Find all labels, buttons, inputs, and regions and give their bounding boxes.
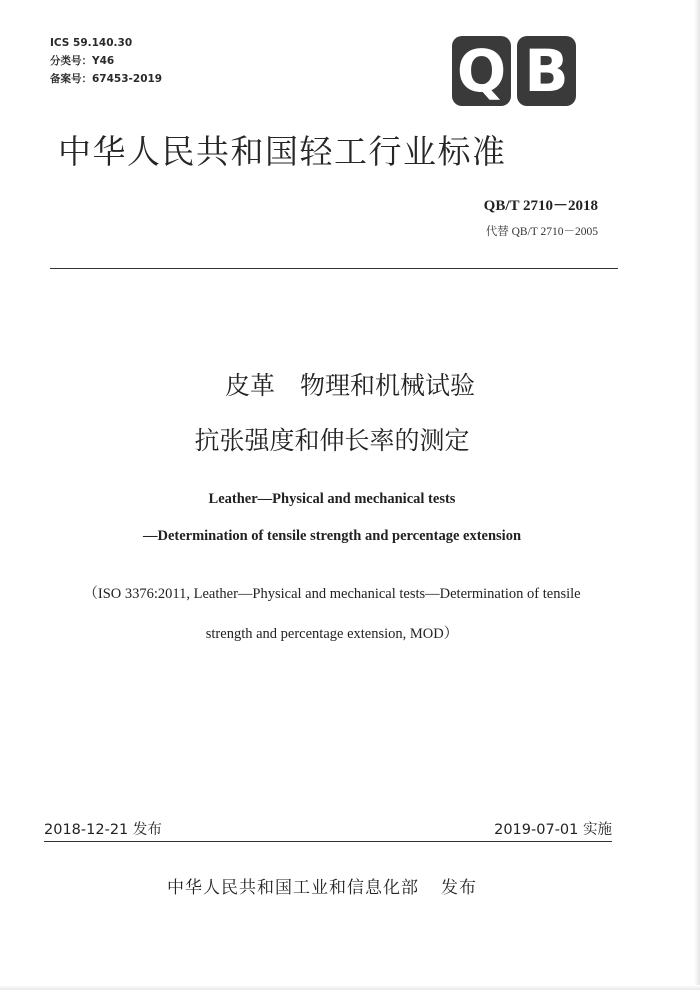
classification-code: 分类号：Y46 (50, 55, 115, 67)
chinese-title-line-1: 皮革 物理和机械试验 (224, 371, 475, 400)
page-edge-shadow (694, 0, 700, 990)
chinese-title-line-2: 抗张强度和伸长率的测定 (194, 426, 470, 455)
logo-letter-q: Q (452, 36, 511, 106)
record-number: 备案号：67453-2019 (50, 73, 163, 85)
publisher-action: 发布 (441, 878, 477, 898)
iso-reference-line-1: （ISO 3376:2011, Leather—Physical and mechanical tests—Determination of tensile (83, 586, 581, 602)
ics-code: ICS 59.140.30 (50, 37, 133, 49)
standard-category-title: 中华人民共和国轻工行业标准 (58, 132, 507, 171)
standard-number: QB/T 2710－2018 (483, 198, 598, 214)
document-meta (50, 34, 162, 88)
issue-date: 2018-12-21 发布 (44, 822, 162, 838)
publisher (0, 873, 700, 898)
implementation-date: 2019-07-01 实施 (494, 822, 612, 838)
publisher-name: 中华人民共和国工业和信息化部 (167, 878, 419, 898)
header-divider (50, 268, 618, 269)
page-bottom-shadow (0, 985, 700, 990)
logo-letter-b: B (517, 36, 576, 106)
iso-reference-line-2: strength and percentage extension, MOD） (205, 626, 459, 642)
english-title-line-1: Leather—Physical and mechanical tests (208, 491, 456, 507)
footer-divider (44, 841, 612, 842)
english-title-line-2: —Determination of tensile strength and percentage extension (142, 528, 522, 544)
replaced-standard: 代替 QB/T 2710－2005 (485, 226, 598, 238)
qb-logo (452, 36, 576, 110)
